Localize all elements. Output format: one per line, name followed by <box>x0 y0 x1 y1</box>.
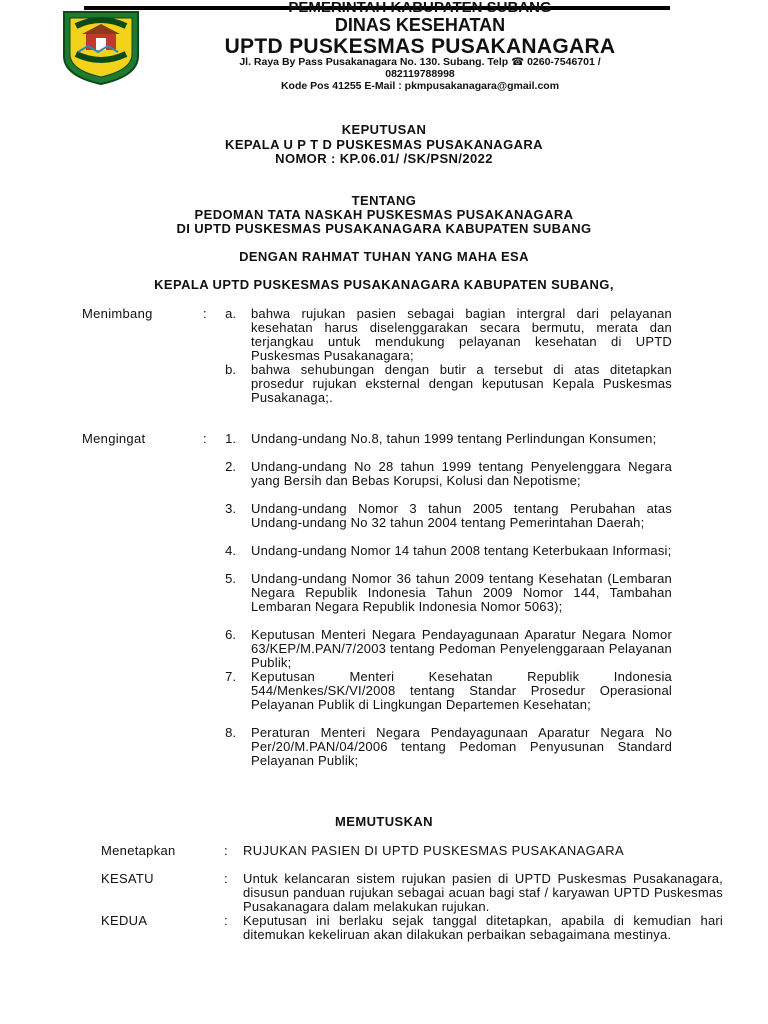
letterhead-address <box>160 56 680 80</box>
kedua-colon: : <box>224 913 228 928</box>
mengingat-colon: : <box>203 431 207 446</box>
mengingat-item-text: Peraturan Menteri Negara Pendayagunaan Aparatur Negara No Per/20/M.PAN/04/2006 tentang Pedoman Penyusunan Standard Pelayanan Publik; <box>251 725 672 768</box>
decree-title: KEPUTUSAN <box>341 122 427 137</box>
decree-number: NOMOR : KP.06.01/ /SK/PSN/2022 <box>275 151 493 166</box>
letterhead-phone-line: 082119788998 <box>385 68 455 80</box>
kesatu-label: KESATU <box>101 871 154 886</box>
mengingat-item-text: Undang-undang Nomor 36 tahun 2009 tentang Kesehatan (Lembaran Negara Republik Indonesia Tahun 2009 Nomor 144, Tambahan Lembaran Negara Republik Indonesia Nomor 5063); <box>251 571 672 614</box>
decree-issuer: KEPALA U P T D PUSKESMAS PUSAKANAGARA <box>225 137 543 152</box>
letterhead-unit: UPTD PUSKESMAS PUSAKANAGARA <box>224 35 616 58</box>
subang-regency-logo-icon <box>58 6 144 86</box>
menimbang-colon: : <box>203 306 207 321</box>
mengingat-item-text: Undang-undang Nomor 14 tahun 2008 tentang Keterbukaan Informasi; <box>251 543 672 558</box>
decree-about: TENTANG <box>351 193 417 208</box>
menimbang-item-text: bahwa rujukan pasien sebagai bagian intergral dari pelayanan kesehatan harus diselenggarakan secara bermutu, merata dan terjangkau untuk mendukung pelayanan kesehatan di UPTD Puskesmas Pusakanagara; <box>251 306 672 363</box>
decree-head: KEPALA UPTD PUSKESMAS PUSAKANAGARA KABUPATEN SUBANG, <box>154 277 614 292</box>
decree-grace: DENGAN RAHMAT TUHAN YANG MAHA ESA <box>239 249 529 264</box>
menetapkan-text: RUJUKAN PASIEN DI UPTD PUSKESMAS PUSAKANAGARA <box>243 843 625 858</box>
mengingat-item-text: Undang-undang No.8, tahun 1999 tentang Perlindungan Konsumen; <box>251 431 657 446</box>
mengingat-item-text: Undang-undang No 28 tahun 1999 tentang Penyelenggara Negara yang Bersih dan Bebas Korupsi, Kolusi dan Nepotisme; <box>251 459 672 488</box>
letterhead-address-line: Jl. Raya By Pass Pusakanagara No. 130. Subang. Telp ☎ 0260-7546701 / <box>239 56 601 68</box>
mengingat-item-text: Undang-undang Nomor 3 tahun 2005 tentang Perubahan atas Undang-undang No 32 tahun 2004 tentang Pemerintahan Daerah; <box>251 501 672 530</box>
mengingat-item-mark: 3. <box>225 501 236 516</box>
menetapkan-colon: : <box>224 843 228 858</box>
letterhead-agency: DINAS KESEHATAN <box>334 15 506 35</box>
menetapkan-label: Menetapkan <box>101 843 176 858</box>
menimbang-item-mark: a. <box>225 306 236 321</box>
mengingat-item-mark: 7. <box>225 669 236 684</box>
mengingat-item-mark: 2. <box>225 459 236 474</box>
mengingat-label: Mengingat <box>82 431 146 446</box>
letterhead-postal-email: Kode Pos 41255 E-Mail : pkmpusakanagara@gmail.com <box>280 80 560 92</box>
mengingat-item-mark: 6. <box>225 627 236 642</box>
memutuskan-title: MEMUTUSKAN <box>335 814 433 829</box>
mengingat-item-mark: 8. <box>225 725 236 740</box>
menimbang-item-text: bahwa sehubungan dengan butir a tersebut di atas ditetapkan prosedur rujukan eksternal dengan keputusan Kepala Puskesmas Pusakanaga;. <box>251 362 672 405</box>
menimbang-label: Menimbang <box>82 306 153 321</box>
mengingat-item-text: Keputusan Menteri Negara Pendayagunaan Aparatur Negara Nomor 63/KEP/M.PAN/7/2003 tentang Pedoman Penyelenggaraan Pelayanan Publik; <box>251 627 672 670</box>
decree-subject-line2: DI UPTD PUSKESMAS PUSAKANAGARA KABUPATEN SUBANG <box>176 221 592 236</box>
decree-subject-line1: PEDOMAN TATA NASKAH PUSKESMAS PUSAKANAGARA <box>194 207 574 222</box>
letterhead-government: PEMERINTAH KABUPATEN SUBANG <box>288 0 552 12</box>
mengingat-item-mark: 1. <box>225 431 236 446</box>
kesatu-colon: : <box>224 871 228 886</box>
mengingat-item-text: Keputusan Menteri Kesehatan Republik Indonesia 544/Menkes/SK/VI/2008 tentang Standar Prosedur Operasional Pelayanan Publik di Lingkungan Departemen Kesehatan; <box>251 669 672 712</box>
kesatu-text: Untuk kelancaran sistem rujukan pasien di UPTD Puskesmas Pusakanagara, disusun panduan rujukan sebagai acuan bagi staf / karyawan UPTD Puskesmas Pusakanagara dalam melakukan rujukan. <box>243 871 723 914</box>
kedua-text: Keputusan ini berlaku sejak tanggal ditetapkan, apabila di kemudian hari ditemukan kekeliruan akan dilakukan perbaikan sebagaimana mestinya. <box>243 913 723 942</box>
menimbang-item-mark: b. <box>225 362 236 377</box>
kedua-label: KEDUA <box>101 913 148 928</box>
mengingat-item-mark: 4. <box>225 543 236 558</box>
mengingat-item-mark: 5. <box>225 571 236 586</box>
